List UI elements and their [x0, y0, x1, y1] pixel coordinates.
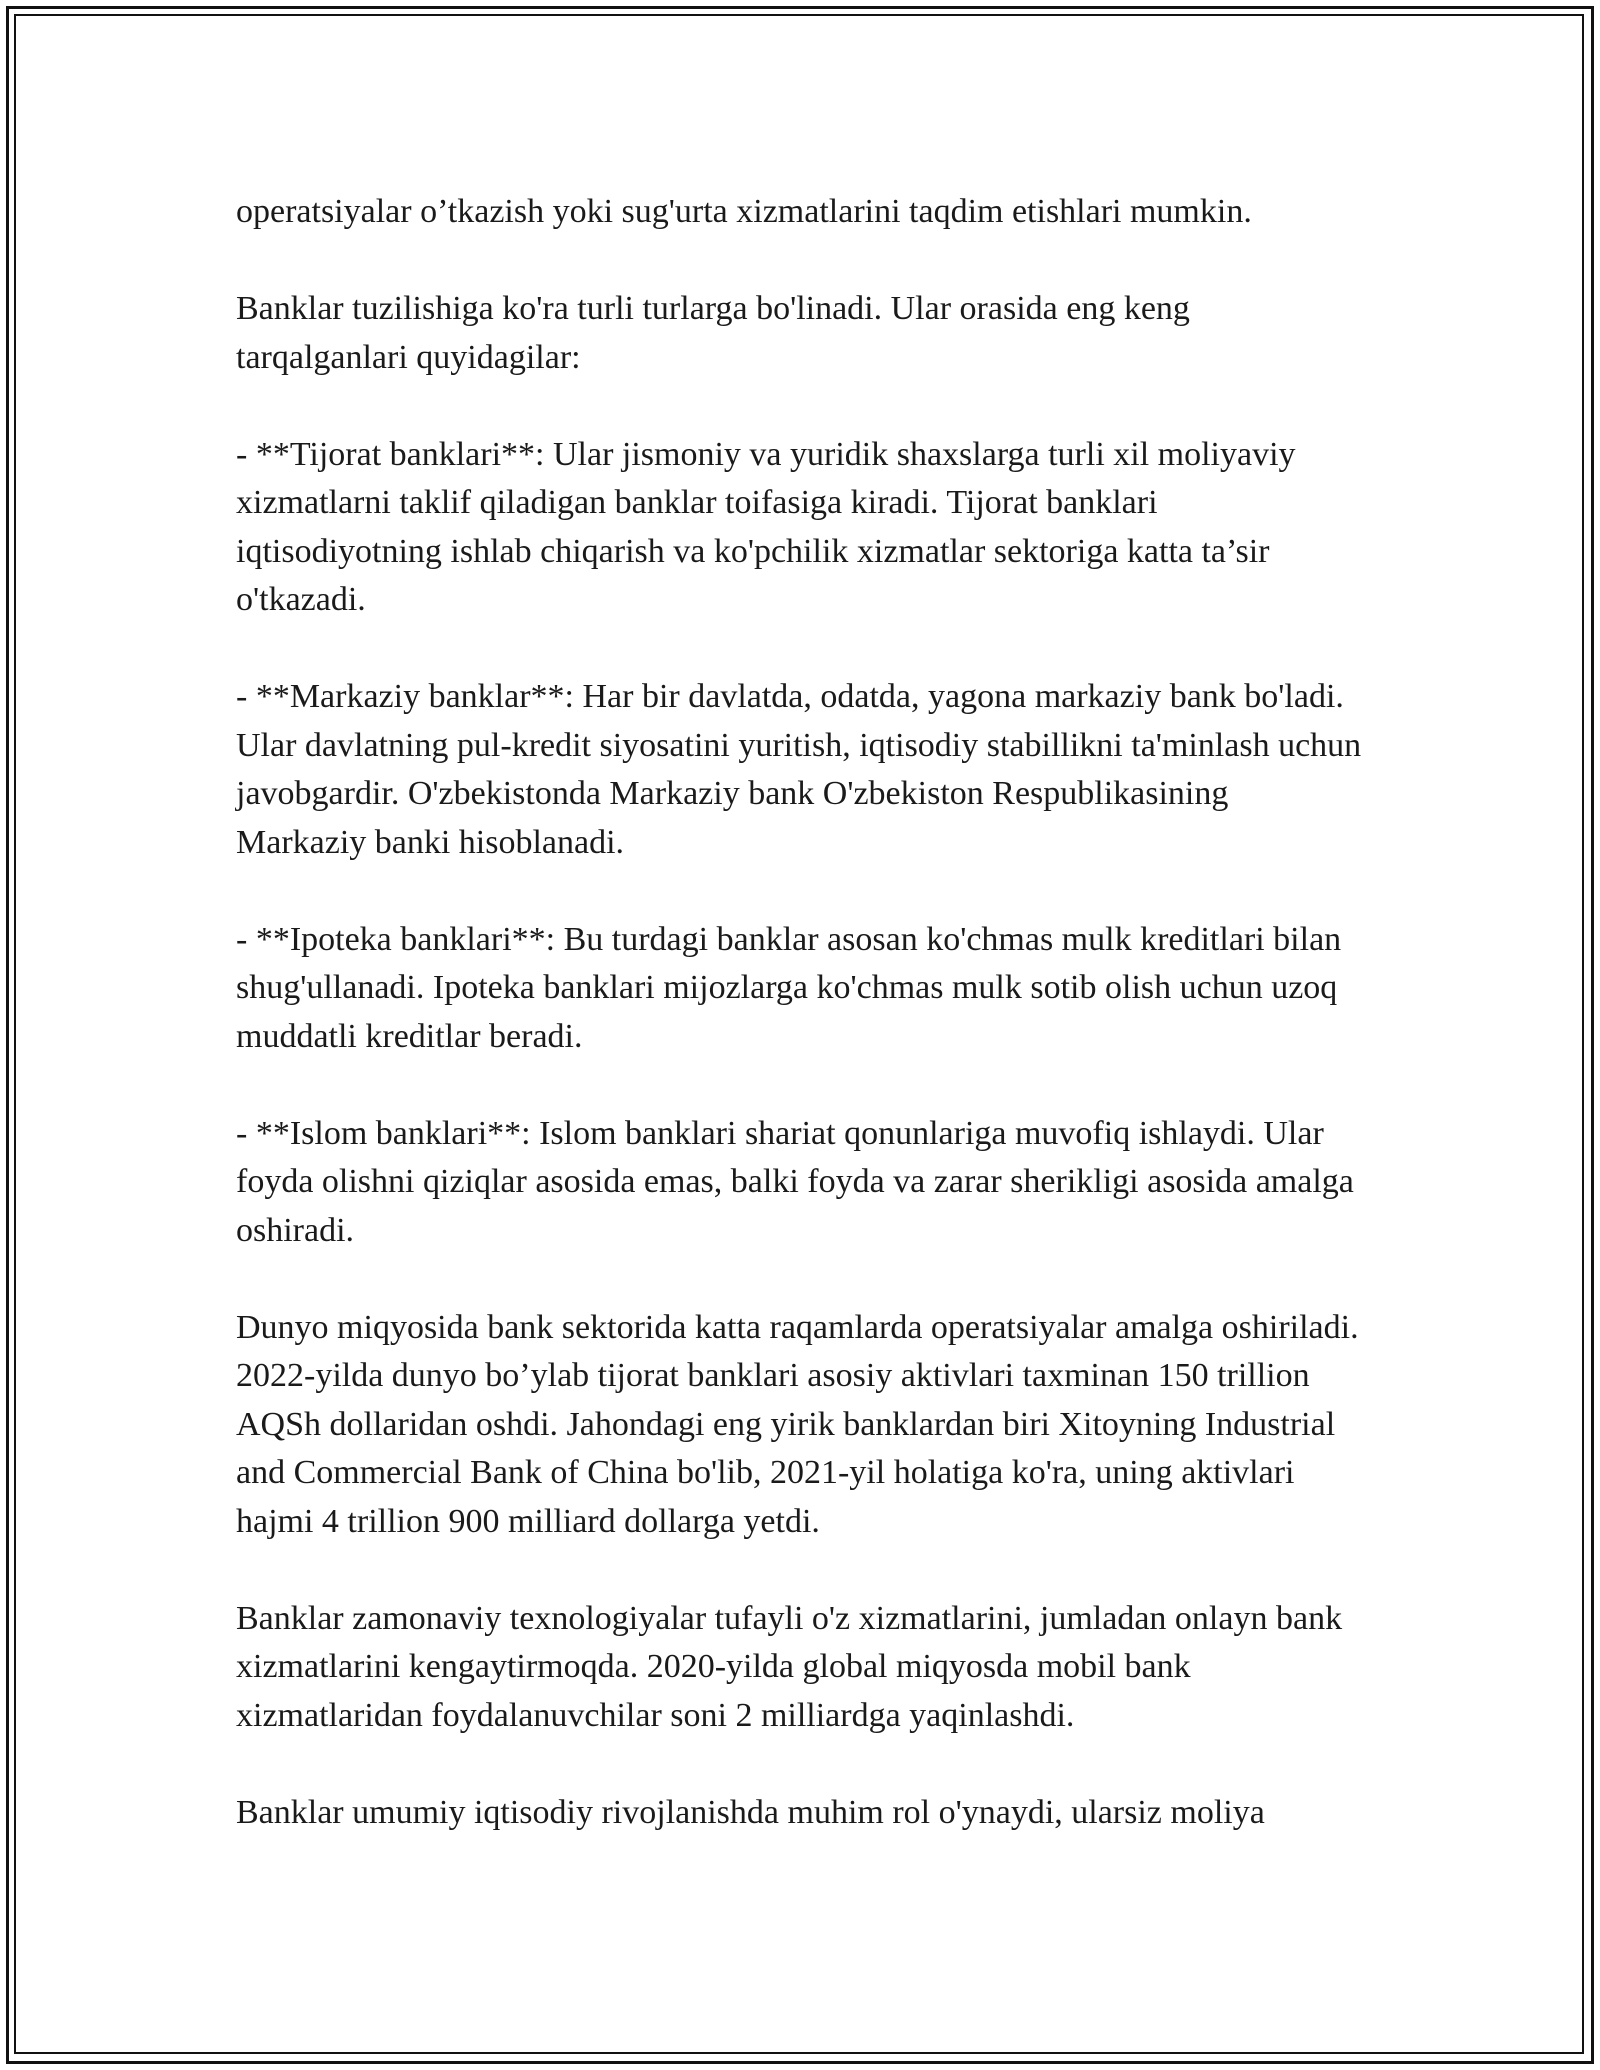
- paragraph-bank-types-intro: Banklar tuzilishiga ko'ra turli turlarga bo'linadi. Ular orasida eng keng tarqalganlari quyidagilar:: [236, 290, 1190, 376]
- paragraph-intro-continuation: operatsiyalar o’tkazish yoki sug'urta xizmatlarini taqdim etishlari mumkin.: [236, 193, 1252, 230]
- list-item-commercial-banks: - **Tijorat banklari**: Ular jismoniy va yuridik shaxslarga turli xil moliyaviy xizmatlarni taklif qiladigan banklar toifasiga kiradi. Tijorat banklari iqtisodiyotning ishlab chiqarish va ko'pchilik xizmatlar sektoriga katta ta’sir o'tkazadi.: [236, 435, 1296, 618]
- list-item-central-banks: - **Markaziy banklar**: Har bir davlatda, odatda, yagona markaziy bank bo'ladi. Ular davlatning pul-kredit siyosatini yuritish, iqtisodiy stabillikni ta'minlash uchun javobgardir. O'zbekistonda Markaziy bank O'zbekiston Respublikasining Markaziy banki hisoblanadi.: [236, 678, 1362, 861]
- paragraph-global-banking-figures: Dunyo miqyosida bank sektorida katta raqamlarda operatsiyalar amalga oshiriladi. 2022-yilda dunyo bo’ylab tijorat banklari asosiy aktivlari taxminan 150 trillion AQSh dollaridan oshdi. Jahondagi eng yirik banklardan biri Xitoyning Industrial and Commercial Bank of China bo'lib, 2021-yil holatiga ko'ra, uning aktivlari hajmi 4 trillion 900 milliard dollarga yetdi.: [236, 1308, 1359, 1540]
- document-body: [236, 188, 1366, 1837]
- list-item-islamic-banks: - **Islom banklari**: Islom banklari shariat qonunlariga muvofiq ishlaydi. Ular foyda olishni qiziqlar asosida emas, balki foyda va zarar sherikligi asosida amalga oshiradi.: [236, 1114, 1354, 1249]
- list-item-mortgage-banks: - **Ipoteka banklari**: Bu turdagi banklar asosan ko'chmas mulk kreditlari bilan shug'ullanadi. Ipoteka banklari mijozlarga ko'chmas mulk sotib olish uchun uzoq muddatli kreditlar beradi.: [236, 920, 1342, 1055]
- paragraph-economic-role: Banklar umumiy iqtisodiy rivojlanishda muhim rol o'ynaydi, ularsiz moliya: [236, 1793, 1265, 1831]
- paragraph-digital-banking: Banklar zamonaviy texnologiyalar tufayli o'z xizmatlarini, jumladan onlayn bank xizmatlarini kengaytirmoqda. 2020-yilda global miqyosda mobil bank xizmatlaridan foydalanuvchilar soni 2 milliardga yaqinlashdi.: [236, 1599, 1343, 1734]
